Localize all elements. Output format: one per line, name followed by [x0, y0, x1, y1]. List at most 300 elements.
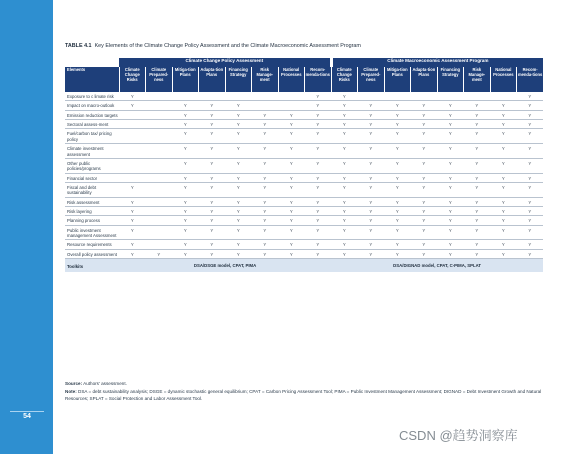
table-cell: Y: [490, 182, 517, 197]
table-cell: Y: [119, 216, 146, 225]
table-cell: Y: [490, 129, 517, 144]
table-cell: Y: [172, 225, 199, 240]
table-cell: [146, 197, 173, 206]
table-cell: Y: [305, 182, 332, 197]
table-cell: Y: [172, 101, 199, 110]
key-elements-table: [65, 58, 543, 272]
table-cell: Y: [199, 144, 226, 159]
row-label: Planning process: [65, 216, 119, 225]
table-cell: Y: [437, 101, 464, 110]
table-cell: Y: [252, 182, 279, 197]
table-row: [65, 101, 543, 110]
table-cell: Y: [411, 173, 438, 182]
table-cell: Y: [225, 197, 252, 206]
column-header: Adapta-tion Plans: [199, 67, 226, 92]
column-header: Climate Change Risks: [331, 67, 358, 92]
table-cell: Y: [252, 173, 279, 182]
table-cell: Y: [278, 225, 305, 240]
table-cell: Y: [464, 249, 491, 258]
table-cell: [146, 207, 173, 216]
table-cell: Y: [384, 144, 411, 159]
column-header: Mitiga-tion Plans: [172, 67, 199, 92]
source-label: Source:: [65, 381, 83, 386]
row-label: Resource requirements: [65, 240, 119, 249]
table-cell: Y: [172, 249, 199, 258]
toolkits-label: Toolkits: [65, 259, 119, 273]
table-cell: Y: [464, 197, 491, 206]
table-cell: Y: [225, 158, 252, 173]
table-cell: Y: [384, 197, 411, 206]
column-header: Recom-menda-tions: [305, 67, 332, 92]
table-cell: Y: [305, 240, 332, 249]
page-number: 54: [23, 413, 31, 420]
group-header-cmap: Climate Macroeconomic Assessment Program: [331, 58, 543, 67]
table-cell: Y: [411, 158, 438, 173]
table-cell: Y: [252, 225, 279, 240]
table-cell: [437, 92, 464, 101]
table-cell: Y: [331, 182, 358, 197]
row-label: Exposure to c limate risk: [65, 92, 119, 101]
table-cell: Y: [464, 129, 491, 144]
column-header-row: [65, 67, 543, 92]
table-cell: [490, 92, 517, 101]
column-header: National Processes: [278, 67, 305, 92]
table-cell: [146, 144, 173, 159]
table-cell: [119, 173, 146, 182]
row-label: Risk layering: [65, 207, 119, 216]
table-cell: Y: [172, 144, 199, 159]
table-cell: Y: [437, 182, 464, 197]
table-cell: [278, 92, 305, 101]
table-cell: Y: [305, 216, 332, 225]
table-cell: Y: [437, 129, 464, 144]
table-cell: Y: [278, 216, 305, 225]
table-cell: [146, 216, 173, 225]
table-row: [65, 182, 543, 197]
table-cell: Y: [490, 101, 517, 110]
note-text: DSA = debt sustainability analysis; DSGE = dynamic stochastic general equilibrium; CPAT = Carbon Pricing Assessment Tool; PIMA = Public Investment Management Assessment; DIGNAD = Debt Investment Growth and Natural Resources; SPLAT = Social Protection and Labor Assessment Tool.: [65, 389, 542, 401]
table-cell: Y: [437, 158, 464, 173]
table-cell: Y: [225, 120, 252, 129]
toolkit-cell: DSA/DSGE model, CPAT, PIMA: [119, 259, 331, 273]
table-cell: Y: [278, 110, 305, 119]
row-label: Sectoral assess-ment: [65, 120, 119, 129]
table-cell: Y: [172, 173, 199, 182]
table-cell: Y: [331, 197, 358, 206]
table-cell: Y: [358, 101, 385, 110]
table-cell: [146, 173, 173, 182]
source-line: [65, 381, 127, 386]
table-cell: Y: [119, 240, 146, 249]
table-cell: Y: [252, 144, 279, 159]
table-cell: Y: [517, 120, 544, 129]
table-cell: [172, 92, 199, 101]
table-cell: [146, 225, 173, 240]
table-cell: Y: [278, 158, 305, 173]
table-cell: Y: [305, 225, 332, 240]
table-cell: Y: [358, 225, 385, 240]
table-cell: [119, 120, 146, 129]
table-cell: Y: [490, 110, 517, 119]
table-cell: Y: [464, 110, 491, 119]
table-cell: Y: [490, 120, 517, 129]
table-cell: Y: [517, 110, 544, 119]
table-cell: Y: [252, 240, 279, 249]
column-header: National Processes: [490, 67, 517, 92]
table-cell: Y: [437, 249, 464, 258]
table-cell: Y: [490, 249, 517, 258]
table-cell: Y: [119, 197, 146, 206]
table-cell: Y: [305, 158, 332, 173]
table-row: [65, 197, 543, 206]
table-cell: Y: [252, 216, 279, 225]
table-cell: Y: [331, 249, 358, 258]
row-label: Fuel/carbon tax/ pricing policy: [65, 129, 119, 144]
table-cell: Y: [331, 120, 358, 129]
table-cell: [119, 129, 146, 144]
table-cell: Y: [278, 120, 305, 129]
table-cell: [146, 240, 173, 249]
table-cell: [119, 144, 146, 159]
table-cell: Y: [490, 216, 517, 225]
table-cell: Y: [119, 92, 146, 101]
table-cell: Y: [411, 182, 438, 197]
table-cell: Y: [172, 129, 199, 144]
table-cell: Y: [358, 129, 385, 144]
table-cell: Y: [119, 101, 146, 110]
toolkit-cell: DSA/DIGNAD model, CPAT, C-PIMA, SPLAT: [331, 259, 543, 273]
table-cell: Y: [172, 216, 199, 225]
table-cell: Y: [437, 110, 464, 119]
table-cell: Y: [278, 182, 305, 197]
table-cell: Y: [437, 207, 464, 216]
table-cell: Y: [384, 101, 411, 110]
table-row: [65, 207, 543, 216]
table-cell: Y: [119, 225, 146, 240]
table-cell: Y: [384, 225, 411, 240]
row-label: Climate investment assessment: [65, 144, 119, 159]
table-cell: Y: [199, 216, 226, 225]
table-cell: Y: [331, 225, 358, 240]
table-cell: Y: [172, 182, 199, 197]
table-row: [65, 144, 543, 159]
table-cell: Y: [517, 101, 544, 110]
table-cell: Y: [278, 144, 305, 159]
table-number: TABLE 4.1: [65, 43, 92, 49]
column-header-elements: Elements: [65, 67, 119, 92]
table-cell: Y: [331, 101, 358, 110]
table-cell: Y: [305, 120, 332, 129]
table-cell: Y: [331, 240, 358, 249]
table-row: [65, 120, 543, 129]
table-cell: Y: [464, 144, 491, 159]
table-cell: Y: [384, 216, 411, 225]
table-cell: Y: [437, 197, 464, 206]
table-cell: Y: [437, 216, 464, 225]
table-cell: Y: [464, 173, 491, 182]
table-cell: Y: [464, 207, 491, 216]
table-cell: Y: [305, 101, 332, 110]
table-cell: [252, 92, 279, 101]
column-header: Climate Prepared-ness: [358, 67, 385, 92]
group-header-blank: [65, 58, 119, 67]
table-cell: Y: [384, 158, 411, 173]
table-cell: Y: [358, 207, 385, 216]
table-cell: Y: [411, 225, 438, 240]
watermark: CSDN @趋势洞察库: [399, 428, 518, 443]
table-cell: Y: [199, 101, 226, 110]
table-cell: [119, 158, 146, 173]
table-cell: Y: [331, 158, 358, 173]
table-cell: Y: [490, 207, 517, 216]
table-cell: Y: [252, 249, 279, 258]
table-cell: Y: [252, 110, 279, 119]
table-cell: Y: [358, 216, 385, 225]
table-cell: Y: [225, 207, 252, 216]
table-cell: Y: [199, 240, 226, 249]
table-cell: Y: [517, 240, 544, 249]
table-cell: Y: [225, 144, 252, 159]
table-cell: Y: [464, 101, 491, 110]
table-cell: Y: [119, 207, 146, 216]
table-cell: Y: [172, 240, 199, 249]
table-cell: Y: [278, 129, 305, 144]
table-cell: Y: [358, 158, 385, 173]
table-cell: [146, 120, 173, 129]
table-cell: Y: [358, 182, 385, 197]
table-cell: Y: [490, 197, 517, 206]
column-header: Financing Strategy: [437, 67, 464, 92]
table-cell: Y: [225, 101, 252, 110]
table-cell: Y: [411, 249, 438, 258]
table-cell: Y: [517, 197, 544, 206]
table-cell: Y: [199, 173, 226, 182]
table-cell: Y: [172, 120, 199, 129]
table-cell: Y: [464, 182, 491, 197]
table-cell: Y: [225, 216, 252, 225]
table-cell: Y: [305, 129, 332, 144]
table-cell: Y: [331, 129, 358, 144]
table-row: [65, 240, 543, 249]
table-cell: Y: [305, 144, 332, 159]
table-cell: Y: [517, 225, 544, 240]
toolkits-row: [65, 259, 543, 273]
table-cell: Y: [358, 110, 385, 119]
table-cell: Y: [305, 110, 332, 119]
table-cell: Y: [278, 207, 305, 216]
table-cell: Y: [490, 225, 517, 240]
table-cell: Y: [464, 120, 491, 129]
table-cell: [146, 92, 173, 101]
row-label: Emission reduction targets: [65, 110, 119, 119]
table-cell: Y: [225, 173, 252, 182]
table-cell: [411, 92, 438, 101]
side-bar: [0, 0, 53, 454]
table-cell: Y: [384, 240, 411, 249]
table-cell: Y: [384, 182, 411, 197]
row-label: Overall policy assessment: [65, 249, 119, 258]
table-cell: Y: [384, 173, 411, 182]
table-cell: Y: [146, 249, 173, 258]
table-cell: Y: [278, 197, 305, 206]
group-header-ccpa: Climate Change Policy Assessment: [119, 58, 331, 67]
table-cell: [146, 129, 173, 144]
table-cell: [384, 92, 411, 101]
table-cell: Y: [437, 173, 464, 182]
table-cell: Y: [517, 144, 544, 159]
table-row: [65, 158, 543, 173]
table-cell: [199, 92, 226, 101]
table-title: [65, 43, 361, 49]
table-cell: Y: [490, 144, 517, 159]
table-cell: Y: [305, 197, 332, 206]
table-cell: Y: [517, 158, 544, 173]
table-cell: [146, 158, 173, 173]
table-cell: [146, 110, 173, 119]
table-cell: Y: [199, 197, 226, 206]
table-cell: Y: [225, 110, 252, 119]
note-label: Note:: [65, 389, 77, 394]
table-cell: Y: [305, 92, 332, 101]
table-cell: Y: [384, 110, 411, 119]
table-cell: [225, 92, 252, 101]
table-cell: Y: [411, 120, 438, 129]
table-cell: Y: [384, 207, 411, 216]
row-label: Fiscal and debt sustainability: [65, 182, 119, 197]
table-cell: [146, 182, 173, 197]
table-cell: Y: [199, 158, 226, 173]
table-cell: Y: [517, 207, 544, 216]
table-cell: Y: [199, 110, 226, 119]
table-cell: Y: [278, 240, 305, 249]
table-cell: Y: [411, 216, 438, 225]
table-cell: [146, 101, 173, 110]
table-cell: Y: [437, 120, 464, 129]
table-cell: [252, 101, 279, 110]
table-row: [65, 216, 543, 225]
table-cell: Y: [517, 173, 544, 182]
table-cell: Y: [305, 173, 332, 182]
table-cell: Y: [384, 249, 411, 258]
table-cell: Y: [252, 207, 279, 216]
table-cell: Y: [199, 182, 226, 197]
table-cell: Y: [517, 92, 544, 101]
row-label: Impact on macro-outlook: [65, 101, 119, 110]
table-cell: Y: [358, 120, 385, 129]
table-cell: Y: [278, 173, 305, 182]
table-cell: Y: [199, 249, 226, 258]
table-body: [65, 92, 543, 272]
table-cell: Y: [172, 158, 199, 173]
column-header: Adapta-tion Plans: [411, 67, 438, 92]
table-cell: Y: [331, 207, 358, 216]
table-cell: Y: [331, 216, 358, 225]
table-cell: Y: [358, 240, 385, 249]
table-cell: Y: [331, 110, 358, 119]
table-cell: Y: [331, 144, 358, 159]
column-header: Financing Strategy: [225, 67, 252, 92]
table-cell: Y: [464, 158, 491, 173]
table-cell: Y: [411, 207, 438, 216]
column-header: Climate Change Risks: [119, 67, 146, 92]
table-cell: [119, 110, 146, 119]
page-number-rule: [10, 411, 44, 412]
table-title-text: Key Elements of the Climate Change Policy Assessment and the Climate Macroeconomic Assessment Program: [94, 43, 361, 49]
row-label: Risk assessment: [65, 197, 119, 206]
table-cell: Y: [517, 129, 544, 144]
table-cell: Y: [384, 129, 411, 144]
table-cell: Y: [119, 182, 146, 197]
table-cell: [278, 101, 305, 110]
column-header: Recom-menda-tions: [517, 67, 544, 92]
row-label: Financial sector: [65, 173, 119, 182]
column-header: Risk Manage-ment: [464, 67, 491, 92]
table-row: [65, 110, 543, 119]
table-row: [65, 129, 543, 144]
row-label: Public investment management Assessment: [65, 225, 119, 240]
table-cell: Y: [358, 144, 385, 159]
table-cell: Y: [252, 129, 279, 144]
table-cell: Y: [278, 249, 305, 258]
table-cell: Y: [225, 240, 252, 249]
table-cell: Y: [490, 173, 517, 182]
column-header: Climate Prepared-ness: [146, 67, 173, 92]
table-cell: Y: [437, 240, 464, 249]
table-cell: Y: [199, 120, 226, 129]
table-row: [65, 225, 543, 240]
table-cell: Y: [252, 197, 279, 206]
table-cell: Y: [490, 158, 517, 173]
table-cell: Y: [517, 249, 544, 258]
table-cell: Y: [437, 144, 464, 159]
table-cell: Y: [199, 129, 226, 144]
table-cell: Y: [331, 173, 358, 182]
table-cell: Y: [172, 207, 199, 216]
table-cell: Y: [411, 240, 438, 249]
table-row: [65, 92, 543, 101]
table-row: [65, 173, 543, 182]
table-cell: Y: [464, 216, 491, 225]
table-cell: Y: [225, 129, 252, 144]
table-cell: Y: [172, 197, 199, 206]
table-cell: Y: [172, 110, 199, 119]
table-cell: Y: [225, 225, 252, 240]
table-cell: Y: [225, 182, 252, 197]
table-row: [65, 249, 543, 258]
source-text: Authors' assessment.: [83, 381, 127, 386]
table-cell: [464, 92, 491, 101]
table-cell: Y: [411, 110, 438, 119]
table-cell: Y: [358, 173, 385, 182]
column-header: Risk Manage-ment: [252, 67, 279, 92]
table-cell: [358, 92, 385, 101]
table-cell: Y: [437, 225, 464, 240]
table-cell: Y: [464, 240, 491, 249]
table-cell: Y: [464, 225, 491, 240]
note-paragraph: [65, 389, 543, 402]
table-cell: Y: [252, 120, 279, 129]
table-cell: Y: [358, 197, 385, 206]
table-cell: Y: [411, 197, 438, 206]
table-cell: Y: [199, 207, 226, 216]
table-cell: Y: [411, 129, 438, 144]
table-cell: Y: [358, 249, 385, 258]
table-cell: Y: [384, 120, 411, 129]
row-label: Other public policies/programs: [65, 158, 119, 173]
table-cell: Y: [252, 158, 279, 173]
table-cell: Y: [305, 249, 332, 258]
table-cell: Y: [199, 225, 226, 240]
